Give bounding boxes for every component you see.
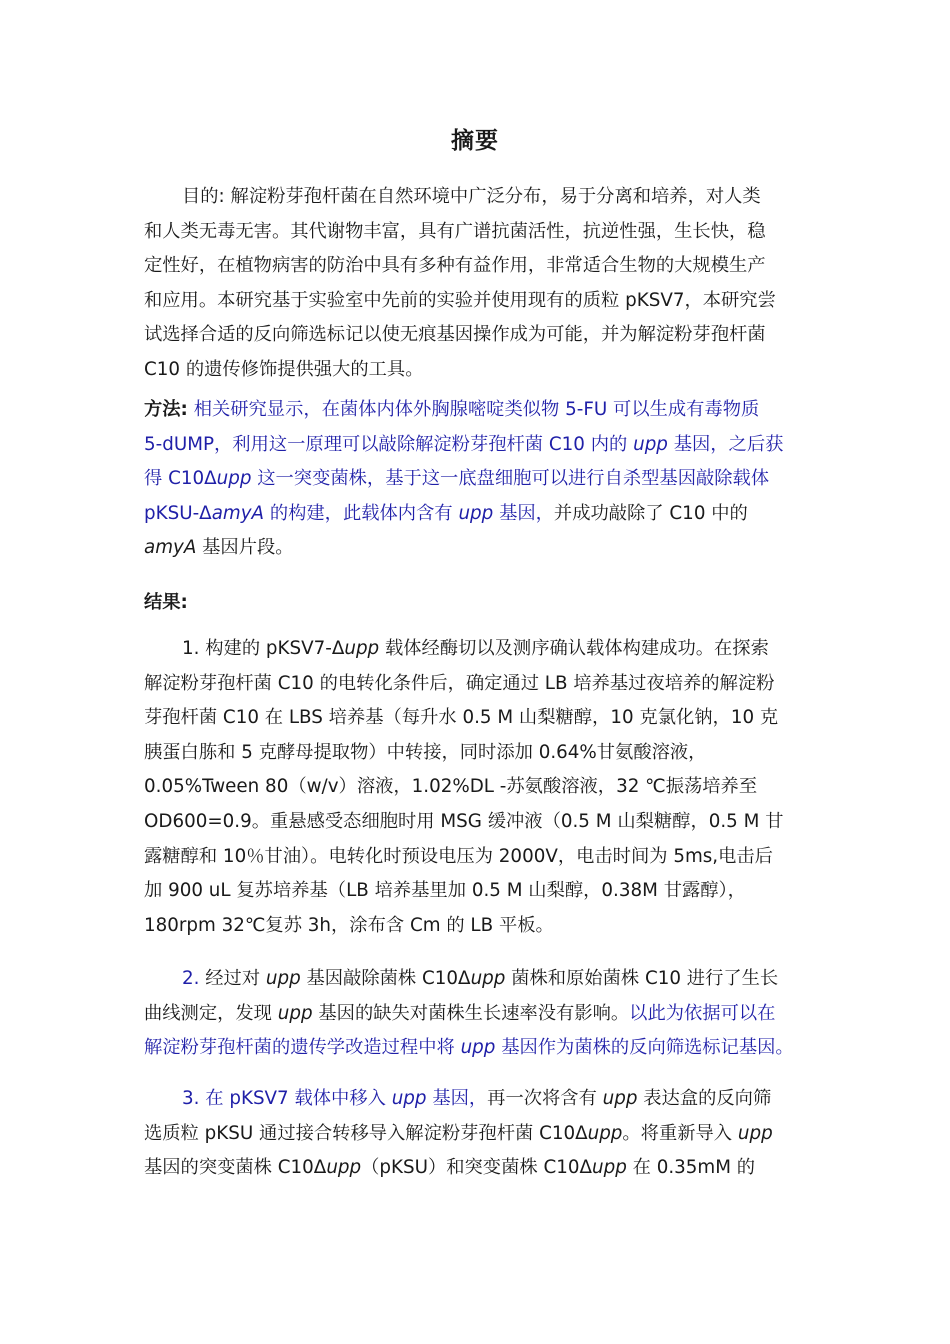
- text-span: 5-dUMP，利用这一原理可以敲除解淀粉芽孢杆菌 C10 内的: [144, 433, 634, 455]
- text-span: 在 0.35mM 的: [626, 1157, 756, 1179]
- gene-name: upp: [592, 1157, 627, 1179]
- text-span: 1. 构建的 pKSV7-Δ: [182, 638, 345, 659]
- text-span: 2.: [182, 968, 206, 989]
- text-span: 基因的缺失对菌株生长速率没有影响。: [312, 1002, 630, 1024]
- results-heading: [144, 586, 812, 621]
- gene-name: upp: [602, 1088, 638, 1109]
- gene-name: upp: [344, 638, 380, 659]
- gene-name: upp: [391, 1088, 427, 1109]
- text-span: 菌株和原始菌株 C10 进行了生长: [505, 968, 779, 989]
- text-line: [144, 428, 812, 463]
- text-span: 基因，之后获: [667, 433, 784, 455]
- text-span: 并成功敲除了 C10 中的: [553, 502, 748, 524]
- text-span: 再一次将含有: [487, 1088, 603, 1109]
- text-line: 胰蛋白胨和 5 克酵母提取物）中转接，同时添加 0.64%甘氨酸溶液，: [144, 741, 707, 763]
- text-span: 经过对: [205, 968, 266, 989]
- text-line: C10 的遗传修饰提供强大的工具。: [144, 358, 424, 380]
- text-line: OD600=0.9。重悬感受态细胞时用 MSG 缓冲液（0.5 M 山梨糖醇，0.5 M 甘: [144, 810, 784, 832]
- text-line: 加 900 uL 复苏培养基（LB 培养基里加 0.5 M 山梨醇，0.38M 甘露醇），: [144, 880, 746, 902]
- gene-name: upp: [458, 502, 494, 524]
- text-span: 基因的突变菌株 C10Δ: [144, 1157, 327, 1179]
- text-line: [144, 962, 812, 997]
- result-item-2: [144, 962, 812, 1066]
- text-span: 表达盒的反向筛: [637, 1088, 772, 1109]
- gene-name: upp: [277, 1002, 313, 1024]
- gene-name: upp: [265, 968, 301, 989]
- text-line: [144, 1151, 812, 1186]
- text-span: 以此为依据可以在: [629, 1002, 776, 1024]
- text-line: 试选择合适的反向筛选标记以使无痕基因操作成为可能，并为解淀粉芽孢杆菌: [144, 324, 766, 346]
- text-span: 基因，: [426, 1088, 488, 1109]
- text-line: [144, 1082, 812, 1117]
- result-item-1: [144, 632, 812, 943]
- text-span: 相关研究显示，在菌体内体外胸腺嘧啶类似物 5-FU 可以生成有毒物质: [193, 399, 760, 420]
- methods-paragraph: [144, 393, 812, 566]
- text-line: 180rpm 32℃复苏 3h，涂布含 Cm 的 LB 平板。: [144, 914, 554, 936]
- text-line: [144, 180, 812, 215]
- gene-name: upp: [460, 1037, 496, 1059]
- objective-paragraph: [144, 180, 812, 388]
- text-line: 定性好，在植物病害的防治中具有多种有益作用，非常适合生物的大规模生产: [144, 255, 766, 277]
- objective-label: 目的:: [182, 186, 225, 207]
- text-span: 解淀粉芽孢杆菌在自然环境中广泛分布，易于分离和培养，对人类: [230, 186, 761, 207]
- text-line: [144, 1031, 812, 1066]
- text-line: [144, 462, 812, 497]
- result-item-3: [144, 1082, 812, 1186]
- gene-name: amyA: [144, 537, 197, 559]
- text-line: 芽孢杆菌 C10 在 LBS 培养基（每升水 0.5 M 山梨糖醇，10 克氯化钠，10 克: [144, 707, 779, 729]
- text-span: 载体经酶切以及测序确认载体构建成功。在探索: [379, 638, 769, 659]
- gene-name: upp: [216, 468, 252, 490]
- text-span: 的构建，此载体内含有: [264, 502, 459, 524]
- text-span: 这一突变菌株，基于这一底盘细胞可以进行自杀型基因敲除载体: [251, 468, 770, 490]
- text-span: 3. 在 pKSV7 载体中移入: [182, 1088, 392, 1109]
- text-span: 曲线测定，发现: [144, 1002, 278, 1024]
- page-title: 摘要: [451, 128, 499, 154]
- text-line: [144, 393, 812, 428]
- gene-name: upp: [470, 968, 506, 989]
- text-line: 解淀粉芽孢杆菌 C10 的电转化条件后，确定通过 LB 培养基过夜培养的解淀粉: [144, 672, 775, 694]
- text-span: 基因，: [493, 502, 554, 524]
- results-label: 结果:: [144, 592, 188, 613]
- methods-label: 方法:: [144, 399, 188, 420]
- text-line: [144, 531, 812, 566]
- text-line: [144, 497, 812, 532]
- text-span: 基因敲除菌株 C10Δ: [300, 968, 471, 989]
- text-span: 选质粒 pKSU 通过接合转移导入解淀粉芽孢杆菌 C10Δ: [144, 1122, 588, 1144]
- gene-name: upp: [587, 1122, 623, 1144]
- gene-name: amyA: [211, 502, 265, 524]
- text-span: 得 C10Δ: [144, 468, 217, 490]
- text-span: pKSU-Δ: [144, 502, 212, 524]
- gene-name: upp: [737, 1122, 773, 1144]
- text-span: 基因作为菌株的反向筛选标记基因。: [495, 1037, 794, 1059]
- gene-name: upp: [633, 433, 668, 455]
- text-line: 和人类无毒无害。其代谢物丰富，具有广谱抗菌活性，抗逆性强，生长快，稳: [144, 220, 766, 242]
- text-span: 。将重新导入: [622, 1122, 738, 1144]
- text-line: [144, 997, 812, 1032]
- text-line: 和应用。本研究基于实验室中先前的实验并使用现有的质粒 pKSV7，本研究尝: [144, 289, 776, 311]
- text-span: （pKSU）和突变菌株 C10Δ: [361, 1157, 592, 1179]
- text-line: 0.05%Tween 80（w/v）溶液，1.02%DL -苏氨酸溶液，32 ℃振荡培养至: [144, 776, 758, 798]
- text-line: [144, 1117, 812, 1152]
- text-line: 露糖醇和 10％甘油）。电转化时预设电压为 2000V，电击时间为 5ms,电击后: [144, 845, 773, 867]
- text-span: 基因片段。: [196, 537, 294, 559]
- text-line: [144, 632, 812, 667]
- text-span: 解淀粉芽孢杆菌的遗传学改造过程中将: [144, 1037, 461, 1059]
- gene-name: upp: [326, 1157, 362, 1179]
